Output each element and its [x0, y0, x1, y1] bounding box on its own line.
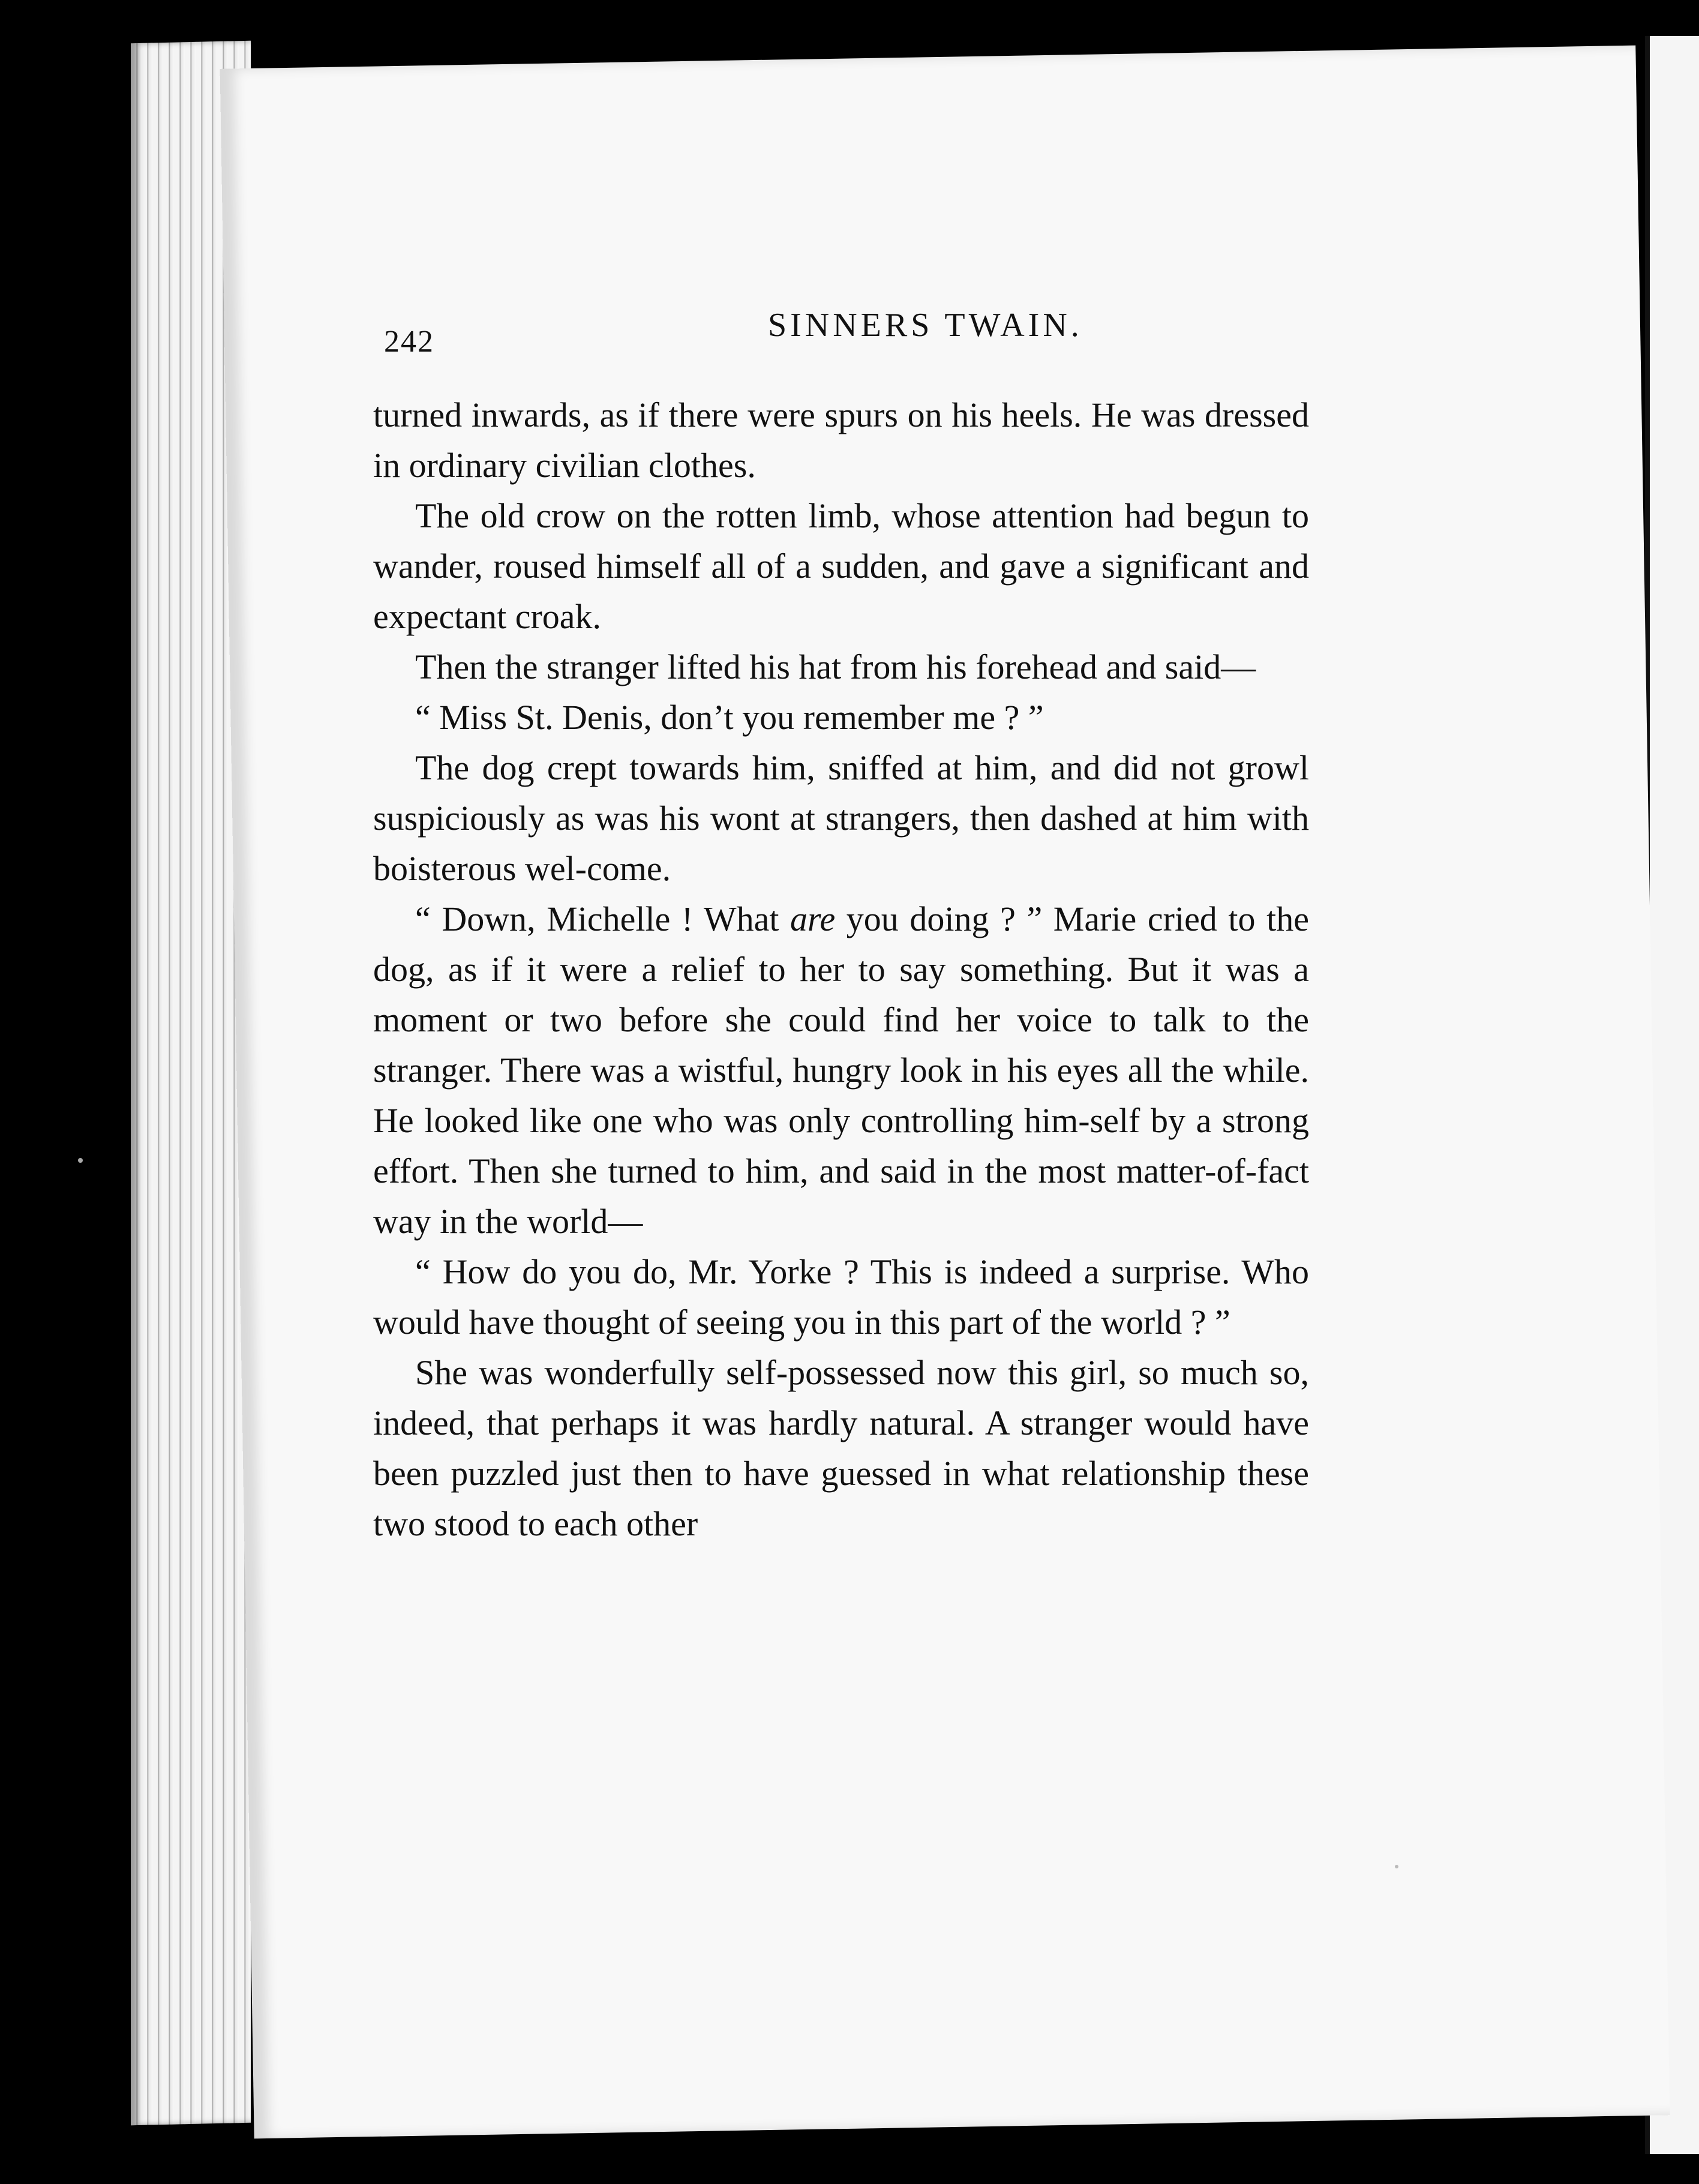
- paragraph-6-emphasis: are: [790, 899, 836, 938]
- paragraph-1: turned inwards, as if there were spurs on his heels. He was dressed in ordinary civilian clothes.: [373, 395, 1309, 485]
- running-title: SINNERS TWAIN.: [768, 307, 1083, 344]
- page-number: 242: [384, 325, 434, 359]
- running-head: [384, 306, 1482, 360]
- page-text: [373, 390, 1309, 1549]
- paragraph-3: Then the stranger lifted his hat from his forehead and said—: [415, 647, 1256, 686]
- paragraph-6-start: “ Down, Michelle ! What: [415, 899, 791, 938]
- paragraph-5: The dog crept towards him, sniffed at him, and did not growl suspiciously as was his wont at strangers, then dashed at him with boisterous wel-come.: [373, 748, 1309, 888]
- paragraph-2: The old crow on the rotten limb, whose attention had begun to wander, roused himself all of a sudden, and gave a significant and expectant croak.: [373, 496, 1309, 636]
- paragraph-8: She was wonderfully self-possessed now this girl, so much so, indeed, that perhaps it was hardly natural. A stranger would have been puzzled just then to have guessed in what relationship these two stood to each other: [373, 1353, 1309, 1543]
- paragraph-4: “ Miss St. Denis, don’t you remember me ? ”: [415, 698, 1044, 737]
- paragraph-7: “ How do you do, Mr. Yorke ? This is indeed a surprise. Who would have thought of seeing you in this part of the world ? ”: [373, 1252, 1309, 1342]
- paragraph-6-rest: you doing ? ” Marie cried to the dog, as if it were a relief to her to say something. But it was a moment or two before she could find her voice to talk to the stranger. There was a wistful, hungry look in his eyes all the while. He looked like one who was only controlling him-self by a strong effort. Then she turned to him, and said in the most matter-of-fact way in the world—: [373, 899, 1309, 1241]
- scan-speck: [1395, 1865, 1398, 1868]
- paragraph-6: [373, 894, 1309, 1247]
- scan-speck: [78, 1158, 83, 1163]
